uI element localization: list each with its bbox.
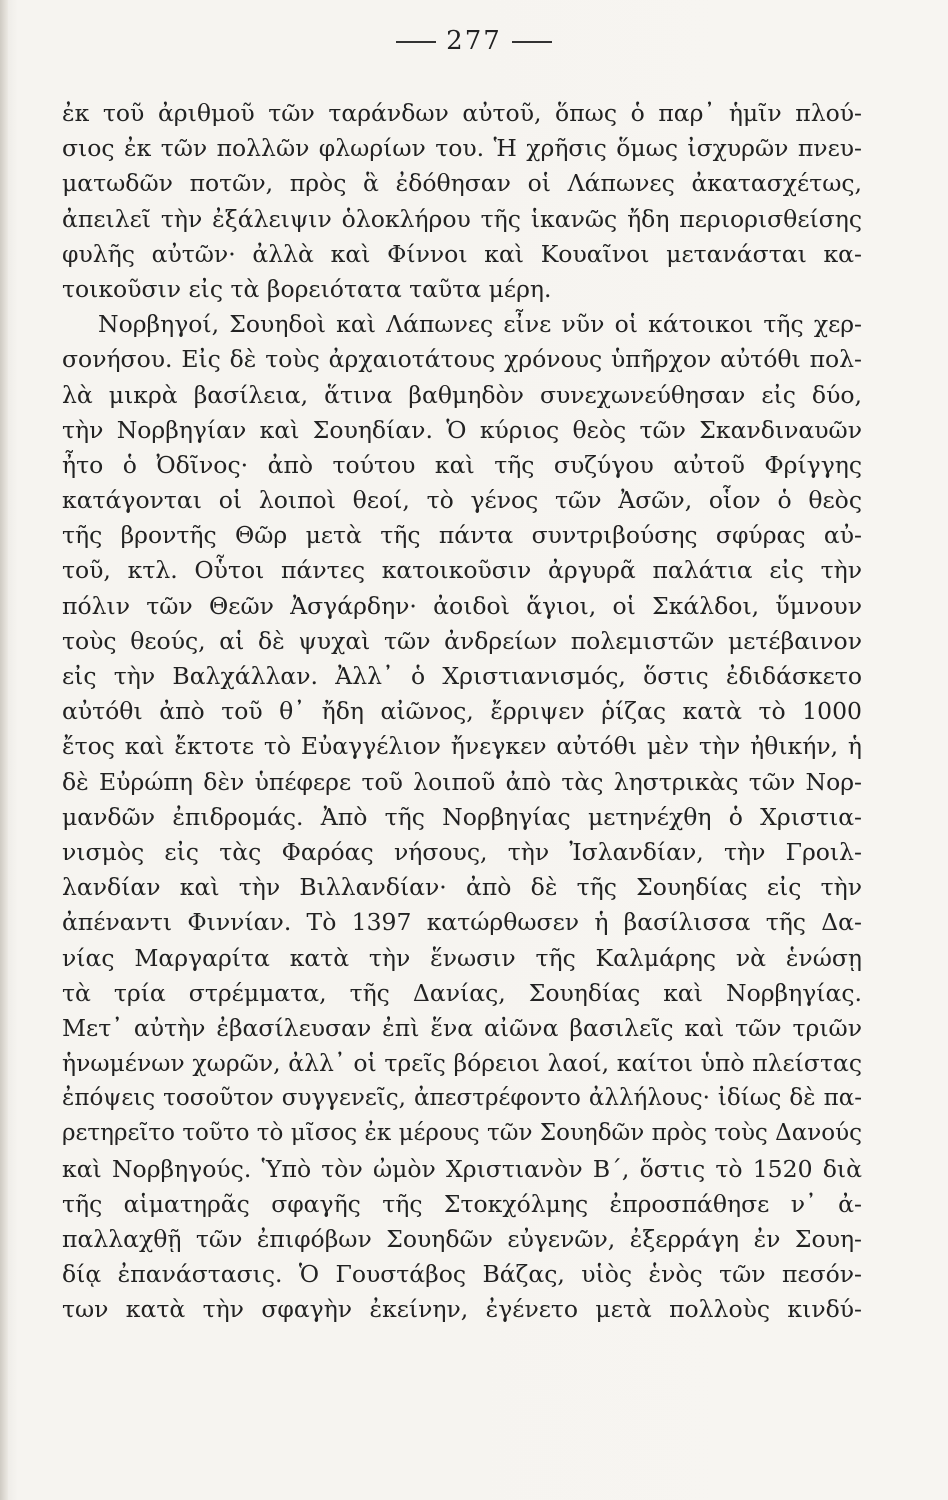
text-line: σονήσου. Εἰς δὲ τοὺς ἀρχαιοτάτους χρόνους ὑπῆρχον αὐτόθι πολ- bbox=[62, 345, 862, 374]
text-line: των κατὰ τὴν σφαγὴν ἐκείνην, ἐγένετο μετὰ πολλοὺς κινδύ- bbox=[62, 1295, 862, 1324]
text-line: ματωδῶν ποτῶν, πρὸς ἃ ἐδόθησαν οἱ Λάπωνες ἀκατασχέτως, bbox=[62, 169, 862, 198]
text-line: Μετ᾽ αὐτὴν ἐβασίλευσαν ἐπὶ ἕνα αἰῶνα βασιλεῖς καὶ τῶν τριῶν bbox=[62, 1013, 862, 1042]
text-line: τῆς αἱματηρᾶς σφαγῆς τῆς Στοκχόλμης ἐπροσπάθησε ν᾽ ἀ- bbox=[62, 1189, 862, 1218]
text-line: νίας Μαργαρίτα κατὰ τὴν ἕνωσιν τῆς Καλμάρης νὰ ἑνώσῃ bbox=[62, 943, 862, 972]
page-spine-shadow bbox=[0, 0, 8, 1500]
text-line: ἀπέναντι Φιννίαν. Τὸ 1397 κατώρθωσεν ἡ βασίλισσα τῆς Δα- bbox=[62, 908, 862, 937]
text-line: νισμὸς εἰς τὰς Φαρόας νήσους, τὴν Ἰσλανδίαν, τὴν Γροιλ- bbox=[62, 837, 862, 866]
text-line: τὴν Νορβηγίαν καὶ Σουηδίαν. Ὁ κύριος θεὸς τῶν Σκανδιναυῶν bbox=[62, 415, 862, 444]
text-line: ἐπόψεις τοσοῦτον συγγενεῖς, ἀπεστρέφοντο ἀλλήλους· ἰδίως δὲ πα- bbox=[62, 1085, 862, 1112]
text-line: ἔτος καὶ ἔκτοτε τὸ Εὐαγγέλιον ἤνεγκεν αὐτόθι μὲν τὴν ἠθικήν, ἡ bbox=[62, 732, 862, 761]
text-line: ἀπειλεῖ τὴν ἐξάλειψιν ὁλοκλήρου τῆς ἱκανῶς ἤδη περιορισθείσης bbox=[62, 204, 862, 233]
page-number: 277 bbox=[446, 26, 502, 56]
text-line: αὐτόθι ἀπὸ τοῦ θ᾽ ἤδη αἰῶνος, ἔρριψεν ῥίζας κατὰ τὸ 1000 bbox=[62, 697, 862, 726]
text-line: φυλῆς αὐτῶν· ἀλλὰ καὶ Φίννοι καὶ Κουαῖνοι μετανάσται κα- bbox=[62, 239, 862, 268]
text-line: καὶ Νορβηγούς. Ὑπὸ τὸν ὠμὸν Χριστιανὸν Β´, ὅστις τὸ 1520 διὰ bbox=[62, 1154, 862, 1183]
text-line: λανδίαν καὶ τὴν Βιλλανδίαν· ἀπὸ δὲ τῆς Σουηδίας εἰς τὴν bbox=[62, 873, 862, 902]
text-line: ρετηρεῖτο τοῦτο τὸ μῖσος ἐκ μέρους τῶν Σουηδῶν πρὸς τοὺς Δανούς bbox=[62, 1120, 862, 1147]
text-line: δὲ Εὐρώπη δὲν ὑπέφερε τοῦ λοιποῦ ἀπὸ τὰς ληστρικὰς τῶν Νορ- bbox=[62, 767, 862, 796]
text-line: ἡνωμένων χωρῶν, ἀλλ᾽ οἱ τρεῖς βόρειοι λαοί, καίτοι ὑπὸ πλείστας bbox=[62, 1049, 862, 1078]
text-line: παλλαχθῇ τῶν ἐπιφόβων Σουηδῶν εὐγενῶν, ἐξερράγη ἐν Σουη- bbox=[62, 1225, 862, 1253]
text-line: πόλιν τῶν Θεῶν Ἀσγάρδην· ἀοιδοὶ ἅγιοι, οἱ Σκάλδοι, ὕμνουν bbox=[62, 591, 862, 620]
text-line: τοὺς θεούς, αἱ δὲ ψυχαὶ τῶν ἀνδρείων πολεμιστῶν μετέβαινον bbox=[62, 626, 862, 655]
text-line: ἐκ τοῦ ἀριθμοῦ τῶν ταράνδων αὐτοῦ, ὅπως ὁ παρ᾽ ἡμῖν πλού- bbox=[62, 99, 862, 127]
text-line: λὰ μικρὰ βασίλεια, ἅτινα βαθμηδὸν συνεχωνεύθησαν εἰς δύο, bbox=[62, 380, 862, 409]
text-line: τοῦ, κτλ. Οὗτοι πάντες κατοικοῦσιν ἀργυρᾶ παλάτια εἰς τὴν bbox=[62, 556, 862, 585]
text-line: τοικοῦσιν εἰς τὰ βορειότατα ταῦτα μέρη. bbox=[62, 274, 552, 303]
text-line: εἰς τὴν Βαλχάλλαν. Ἀλλ᾽ ὁ Χριστιανισμός, ὅστις ἐδιδάσκετο bbox=[62, 662, 862, 690]
text-line: ἦτο ὁ Ὀδῖνος· ἀπὸ τούτου καὶ τῆς συζύγου αὐτοῦ Φρίγγης bbox=[62, 450, 862, 479]
text-line: σιος ἐκ τῶν πολλῶν φλωρίων του. Ἡ χρῆσις ὅμως ἰσχυρῶν πνευ- bbox=[62, 134, 862, 163]
page-body-text bbox=[62, 96, 862, 1328]
text-line: τῆς βροντῆς Θῶρ μετὰ τῆς πάντα συντριβούσης σφύρας αὐ- bbox=[62, 521, 862, 550]
page-header bbox=[0, 26, 948, 56]
text-line: κατάγονται οἱ λοιποὶ θεοί, τὸ γένος τῶν Ἀσῶν, οἷον ὁ θεὸς bbox=[62, 486, 862, 515]
text-line: μανδῶν ἐπιδρομάς. Ἀπὸ τῆς Νορβηγίας μετηνέχθη ὁ Χριστια- bbox=[62, 802, 862, 831]
text-line: τὰ τρία στρέμματα, τῆς Δανίας, Σουηδίας καὶ Νορβηγίας. bbox=[62, 978, 862, 1007]
header-dash-left bbox=[396, 41, 436, 43]
text-line: δίᾳ ἐπανάστασις. Ὁ Γουστάβος Βάζας, υἱὸς ἑνὸς τῶν πεσόν- bbox=[62, 1260, 862, 1289]
text-line: Νορβηγοί, Σουηδοὶ καὶ Λάπωνες εἶνε νῦν οἱ κάτοικοι τῆς χερ- bbox=[98, 310, 862, 339]
header-dash-right bbox=[512, 41, 552, 43]
